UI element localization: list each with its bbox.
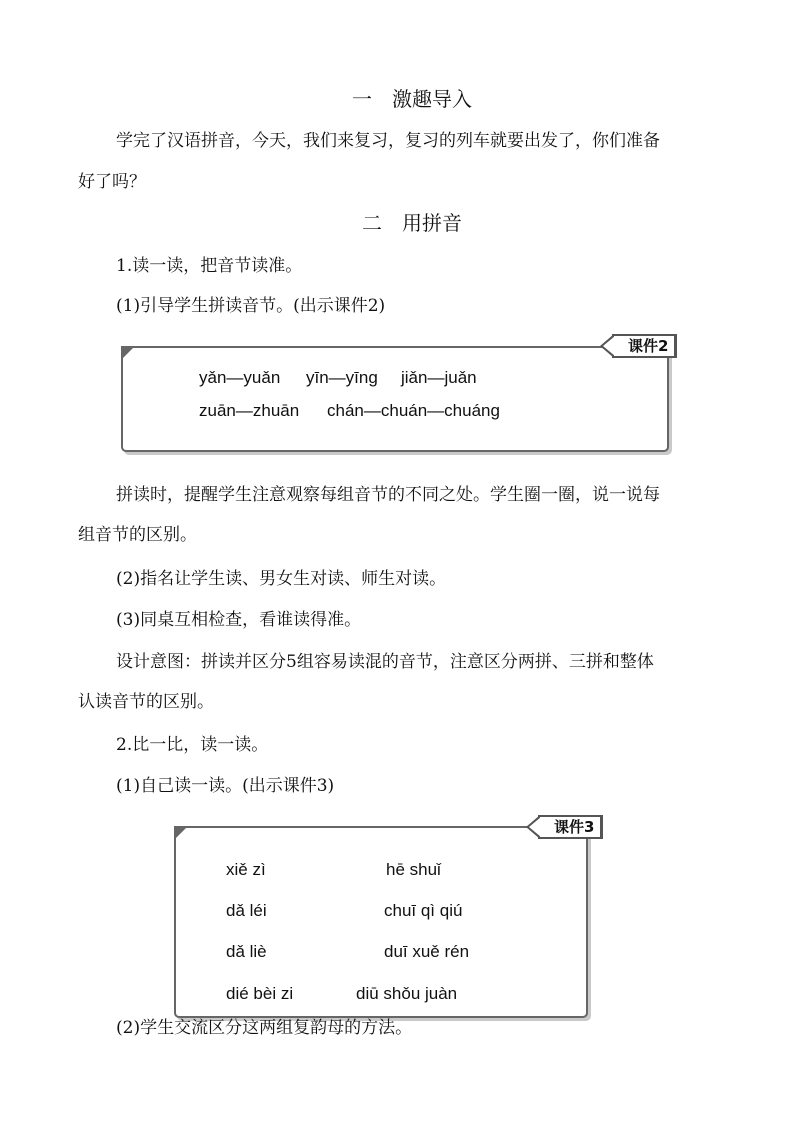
pinyin-diu-shou-juan: diū shǒu juàn bbox=[356, 984, 458, 1003]
pinyin-xie-zi: xiě zì bbox=[226, 860, 266, 879]
courseware-2-box bbox=[121, 346, 669, 452]
intro-paragraph-line-1: 学完了汉语拼音，今天，我们来复习，复习的列车就要出发了，你们准备 bbox=[116, 131, 660, 151]
courseware-2-tag: 课件2 bbox=[612, 334, 677, 358]
item1-step1: (1)引导学生拼读音节。(出示课件2) bbox=[116, 296, 386, 316]
item1-title: 1.读一读，把音节读准。 bbox=[116, 256, 303, 276]
item1-step3: (3)同桌互相检查，看谁读得准。 bbox=[116, 610, 362, 630]
item2-step2: (2)学生交流区分这两组复韵母的方法。 bbox=[116, 1018, 413, 1038]
pinyin-da-lie: dǎ liè bbox=[226, 942, 267, 961]
pinyin-chan-chuan-chuang: chán—chuán—chuáng bbox=[327, 401, 500, 420]
section-heading-1: 一 激趣导入 bbox=[352, 87, 472, 111]
corner-marker bbox=[121, 346, 135, 360]
pinyin-da-lei: dǎ léi bbox=[226, 901, 267, 920]
pinyin-dui-xue-ren: duī xuě rén bbox=[384, 942, 470, 961]
pinyin-yan-yuan: yǎn—yuǎn bbox=[199, 368, 281, 387]
item2-title: 2.比一比，读一读。 bbox=[116, 735, 269, 755]
pinyin-chui-qi-qiu: chuī qì qiú bbox=[384, 901, 463, 920]
corner-marker bbox=[174, 826, 188, 840]
note-line-2: 组音节的区别。 bbox=[78, 525, 197, 545]
item2-step1: (1)自己读一读。(出示课件3) bbox=[116, 776, 335, 796]
pinyin-jian-juan: jiǎn—juǎn bbox=[401, 368, 477, 387]
courseware-3-tag: 课件3 bbox=[538, 815, 603, 839]
pinyin-he-shui: hē shuǐ bbox=[386, 860, 441, 879]
pinyin-zuan-zhuan: zuān—zhuān bbox=[199, 401, 300, 420]
intro-paragraph-line-2: 好了吗？ bbox=[78, 172, 146, 192]
design-intent-line-2: 认读音节的区别。 bbox=[78, 692, 214, 712]
note-line-1: 拼读时，提醒学生注意观察每组音节的不同之处。学生圈一圈，说一说每 bbox=[116, 485, 660, 505]
pinyin-yin-ying: yīn—yīng bbox=[306, 368, 378, 387]
item1-step2: (2)指名让学生读、男女生对读、师生对读。 bbox=[116, 569, 447, 589]
section-heading-2: 二 用拼音 bbox=[362, 211, 462, 235]
pinyin-die-bei-zi: dié bèi zi bbox=[226, 984, 294, 1003]
design-intent-line-1: 设计意图：拼读并区分5组容易读混的音节，注意区分两拼、三拼和整体 bbox=[116, 652, 654, 672]
courseware-3-box bbox=[174, 826, 588, 1018]
